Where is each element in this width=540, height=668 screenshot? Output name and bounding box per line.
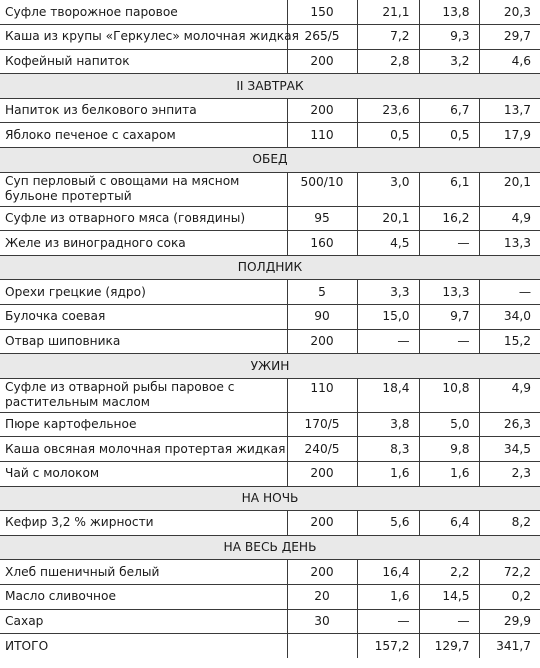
total-amount-cell [287, 634, 357, 659]
dish-row [0, 98, 540, 123]
dish-name-cell: Каша из крупы «Геркулес» молочная жидкая [0, 25, 287, 50]
dish-name-cell: Сахар [0, 609, 287, 634]
dish-amount-cell: 240/5 [287, 437, 357, 462]
dish-protein-cell: 8,3 [357, 437, 419, 462]
dish-row [0, 206, 540, 231]
dish-row [0, 462, 540, 487]
dish-name-cell: Чай с молоком [0, 462, 287, 487]
meal-section-title: ПОЛДНИК [0, 255, 540, 280]
total-fat: 129,7 [419, 634, 479, 659]
dish-protein-cell: 23,6 [357, 98, 419, 123]
dish-row [0, 378, 540, 412]
dish-row [0, 305, 540, 330]
meal-section-header [0, 354, 540, 379]
dish-carbs-cell: 4,9 [479, 206, 540, 231]
dish-carbs-cell: 15,2 [479, 329, 540, 354]
meal-section-header [0, 148, 540, 173]
dish-name-cell: Желе из виноградного сока [0, 231, 287, 256]
total-row [0, 634, 540, 659]
dish-row [0, 560, 540, 585]
meal-section-header [0, 74, 540, 99]
dish-name-cell: Яблоко печеное с сахаром [0, 123, 287, 148]
dish-name-cell: Булочка соевая [0, 305, 287, 330]
dish-row [0, 511, 540, 536]
dish-amount-cell: 170/5 [287, 412, 357, 437]
dish-protein-cell: 20,1 [357, 206, 419, 231]
dish-amount-cell: 200 [287, 511, 357, 536]
dish-protein-cell: 7,2 [357, 25, 419, 50]
dish-name-cell: Отвар шиповника [0, 329, 287, 354]
dish-fat-cell: 14,5 [419, 584, 479, 609]
dish-fat-cell: 9,8 [419, 437, 479, 462]
dish-name-cell: Напиток из белкового энпита [0, 98, 287, 123]
dish-amount-cell: 110 [287, 378, 357, 412]
dish-protein-cell: 4,5 [357, 231, 419, 256]
dish-carbs-cell: 29,7 [479, 25, 540, 50]
dish-carbs-cell: 72,2 [479, 560, 540, 585]
total-label: ИТОГО [0, 634, 287, 659]
meal-section-title: ОБЕД [0, 148, 540, 173]
dish-name-cell: Масло сливочное [0, 584, 287, 609]
dish-fat-cell: 13,8 [419, 0, 479, 25]
dish-name-cell: Суфле из отварного мяса (говядины) [0, 206, 287, 231]
dish-amount-cell: 160 [287, 231, 357, 256]
dish-name-cell: Пюре картофельное [0, 412, 287, 437]
dish-name-cell: Суфле из отварной рыбы паровое с растительным маслом [0, 378, 287, 412]
meal-section-header [0, 255, 540, 280]
meal-section-title: УЖИН [0, 354, 540, 379]
dish-protein-cell: 18,4 [357, 378, 419, 412]
dish-row [0, 172, 540, 206]
dish-protein-cell: 16,4 [357, 560, 419, 585]
dish-fat-cell: 3,2 [419, 49, 479, 74]
dish-name-cell: Суфле творожное паровое [0, 0, 287, 25]
meal-section-title: II ЗАВТРАК [0, 74, 540, 99]
dish-carbs-cell: 29,9 [479, 609, 540, 634]
dish-amount-cell: 90 [287, 305, 357, 330]
dish-carbs-cell: 20,1 [479, 172, 540, 206]
dish-name-cell: Орехи грецкие (ядро) [0, 280, 287, 305]
dish-fat-cell: — [419, 609, 479, 634]
dish-fat-cell: 9,7 [419, 305, 479, 330]
dish-fat-cell: 2,2 [419, 560, 479, 585]
dish-carbs-cell: 13,3 [479, 231, 540, 256]
dish-row [0, 25, 540, 50]
dish-carbs-cell: 34,5 [479, 437, 540, 462]
dish-carbs-cell: 4,9 [479, 378, 540, 412]
dish-amount-cell: 30 [287, 609, 357, 634]
dish-carbs-cell: 0,2 [479, 584, 540, 609]
dish-protein-cell: 21,1 [357, 0, 419, 25]
dish-fat-cell: 5,0 [419, 412, 479, 437]
dish-name-cell: Каша овсяная молочная протертая жидкая [0, 437, 287, 462]
dish-protein-cell: — [357, 609, 419, 634]
dish-row [0, 329, 540, 354]
dish-amount-cell: 200 [287, 98, 357, 123]
dish-name-cell: Кофейный напиток [0, 49, 287, 74]
meal-section-header [0, 486, 540, 511]
dish-fat-cell: 6,7 [419, 98, 479, 123]
dish-fat-cell: — [419, 329, 479, 354]
dish-row [0, 584, 540, 609]
dish-carbs-cell: 17,9 [479, 123, 540, 148]
dish-carbs-cell: 20,3 [479, 0, 540, 25]
dish-protein-cell: 3,0 [357, 172, 419, 206]
dish-carbs-cell: 4,6 [479, 49, 540, 74]
dish-name-cell: Суп перловый с овощами на мясном бульоне протертый [0, 172, 287, 206]
dish-amount-cell: 150 [287, 0, 357, 25]
dish-row [0, 231, 540, 256]
dish-fat-cell: 10,8 [419, 378, 479, 412]
dish-carbs-cell: 34,0 [479, 305, 540, 330]
dish-protein-cell: 3,8 [357, 412, 419, 437]
dish-row [0, 49, 540, 74]
dish-fat-cell: — [419, 231, 479, 256]
dish-amount-cell: 200 [287, 329, 357, 354]
dish-fat-cell: 13,3 [419, 280, 479, 305]
dish-name-cell: Хлеб пшеничный белый [0, 560, 287, 585]
dish-amount-cell: 110 [287, 123, 357, 148]
meal-section-title: НА ВЕСЬ ДЕНЬ [0, 535, 540, 560]
dish-protein-cell: 15,0 [357, 305, 419, 330]
dish-protein-cell: 0,5 [357, 123, 419, 148]
total-carbs: 341,7 [479, 634, 540, 659]
dish-fat-cell: 16,2 [419, 206, 479, 231]
dish-row [0, 437, 540, 462]
dish-carbs-cell: 26,3 [479, 412, 540, 437]
dish-fat-cell: 1,6 [419, 462, 479, 487]
dish-amount-cell: 200 [287, 560, 357, 585]
dish-amount-cell: 265/5 [287, 25, 357, 50]
dish-protein-cell: 1,6 [357, 462, 419, 487]
total-protein: 157,2 [357, 634, 419, 659]
dish-amount-cell: 500/10 [287, 172, 357, 206]
dish-fat-cell: 6,1 [419, 172, 479, 206]
dish-amount-cell: 95 [287, 206, 357, 231]
dish-amount-cell: 5 [287, 280, 357, 305]
dish-name-cell: Кефир 3,2 % жирности [0, 511, 287, 536]
dish-carbs-cell: — [479, 280, 540, 305]
meal-section-title: НА НОЧЬ [0, 486, 540, 511]
dish-protein-cell: 2,8 [357, 49, 419, 74]
dish-carbs-cell: 13,7 [479, 98, 540, 123]
dish-fat-cell: 9,3 [419, 25, 479, 50]
dish-amount-cell: 200 [287, 462, 357, 487]
dish-row [0, 609, 540, 634]
dish-row [0, 0, 540, 25]
dish-protein-cell: 5,6 [357, 511, 419, 536]
dish-amount-cell: 20 [287, 584, 357, 609]
dish-row [0, 412, 540, 437]
dish-protein-cell: — [357, 329, 419, 354]
dish-protein-cell: 1,6 [357, 584, 419, 609]
dish-fat-cell: 0,5 [419, 123, 479, 148]
dish-protein-cell: 3,3 [357, 280, 419, 305]
dish-carbs-cell: 8,2 [479, 511, 540, 536]
dish-fat-cell: 6,4 [419, 511, 479, 536]
dish-carbs-cell: 2,3 [479, 462, 540, 487]
meal-section-header [0, 535, 540, 560]
dish-amount-cell: 200 [287, 49, 357, 74]
dish-row [0, 280, 540, 305]
dish-row [0, 123, 540, 148]
